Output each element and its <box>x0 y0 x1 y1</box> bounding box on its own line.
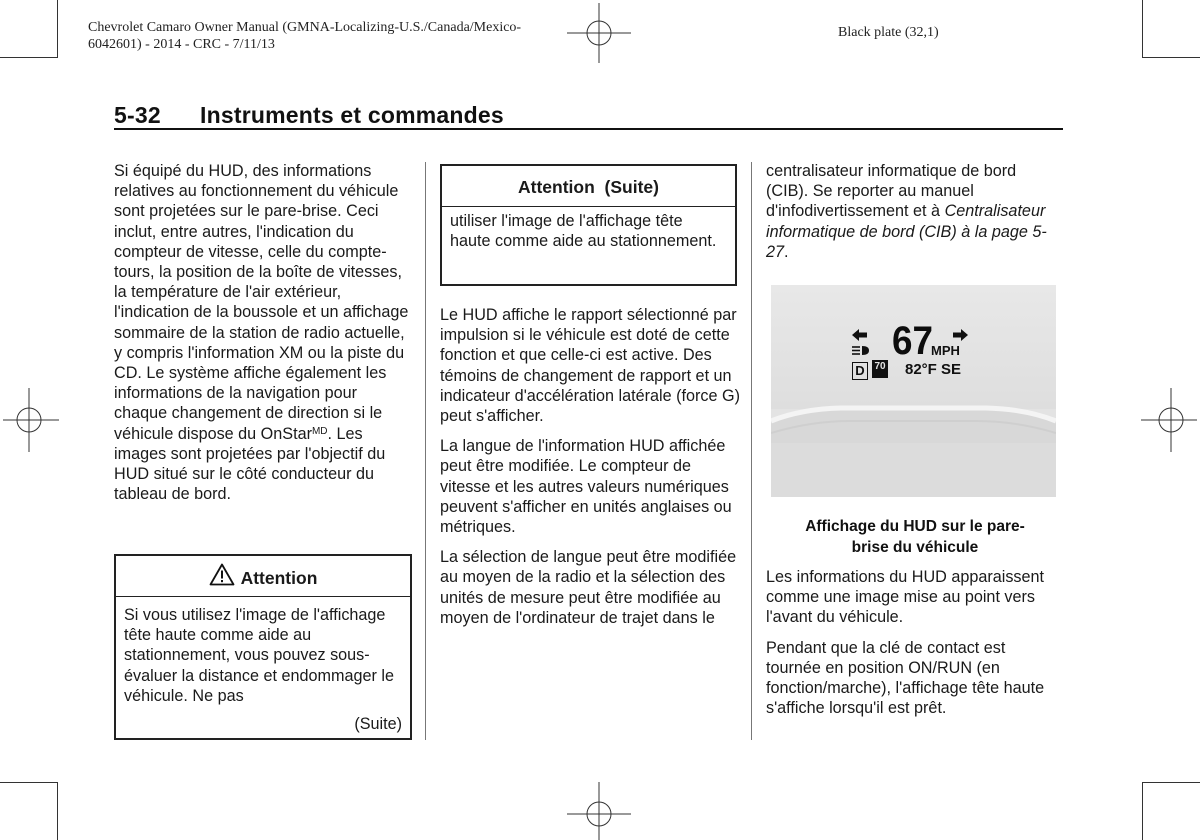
column-2 <box>440 305 740 638</box>
warning-title: Attention <box>240 568 318 588</box>
plate-label: Black plate (32,1) <box>838 25 939 40</box>
continued-label: (Suite) <box>354 714 402 733</box>
figure-caption: Affichage du HUD sur le pare-brise du véhicule <box>805 518 1025 556</box>
registration-mark-bottom <box>567 782 631 840</box>
column-1 <box>114 161 414 514</box>
hud-gear: D <box>852 362 868 380</box>
crop-mark-bottom-left-v <box>57 782 58 840</box>
registration-mark-right <box>1141 388 1197 452</box>
title-rule <box>114 128 1063 130</box>
page-number: 5-32 <box>114 102 161 128</box>
paragraph-shift: Le HUD affiche le rapport sélectionné par impulsion si le véhicule est doté de cette fonction et que celle-ci est active. Des témoins de changement de rapport et un indicateur d'accélération latérale (force G) peut s'afficher. <box>440 306 741 426</box>
hud-speed: 67 <box>892 319 933 363</box>
column-3-intro <box>766 161 1062 272</box>
hud-speed-unit: MPH <box>931 343 960 358</box>
turn-right-arrow-icon <box>953 329 968 341</box>
print-header-line-1: Chevrolet Camaro Owner Manual (GMNA-Localizing-U.S./Canada/Mexico- <box>88 20 522 35</box>
warning-continued-box <box>440 164 737 286</box>
hud-shift-indicator: 70 <box>872 360 888 378</box>
print-header-line-2: 6042601) - 2014 - CRC - 7/11/13 <box>88 37 275 52</box>
paragraph-hud-image: Les informations du HUD apparaissent comme une image mise au point vers l'avant du véhicule. <box>766 568 1045 627</box>
crop-mark-top-right-v <box>1142 0 1143 58</box>
hud-illustration <box>771 285 1056 497</box>
dashboard-edge <box>771 403 1056 497</box>
crop-mark-bottom-right-v <box>1142 782 1143 840</box>
registration-mark-top <box>567 3 631 63</box>
paragraph-cib-reference: centralisateur informatique de bord (CIB). Se reporter au manuel d'infodivertissement et à Centralisateur informatique de bord (CIB) à la page 5-27. <box>766 162 1047 261</box>
column-divider-1 <box>425 162 426 740</box>
paragraph-selection: La sélection de langue peut être modifiée au moyen de la radio et la sélection des unités de mesure peut être modifiée au moyen de l'ordinateur de trajet dans le <box>440 548 737 627</box>
crop-mark-top-right-h <box>1142 57 1200 58</box>
column-3 <box>766 567 1062 728</box>
warning-triangle-icon <box>209 563 235 586</box>
crop-mark-bottom-left-h <box>0 782 58 783</box>
paragraph-language: La langue de l'information HUD affichée peut être modifiée. Le compteur de vitesse et les autres valeurs numériques peuvent s'afficher en unités anglaises ou métriques. <box>440 437 732 537</box>
paragraph-hud-ready: Pendant que la clé de contact est tournée en position ON/RUN (en fonction/marche), l'affichage tête haute s'affiche lorsqu'il est prêt. <box>766 638 1045 718</box>
section-title: Instruments et commandes <box>200 102 504 128</box>
warning-box <box>114 554 412 740</box>
registration-mark-left <box>3 388 59 452</box>
trademark-sup: MD <box>311 425 328 437</box>
turn-left-arrow-icon <box>852 329 867 341</box>
hud-intro-paragraph: Si équipé du HUD, des informations relatives au fonctionnement du véhicule sont projetées sur le pare-brise. Ceci inclut, entre autres, l'indication du compteur de vitesse, celle du compte-tours, la position de la boîte de vitesses, la température de l'air extérieur, l'indication de la boussole et un affichage sommaire de la station de radio actuelle, y compris l'information XM ou la piste du CD. Le système affiche également les informations de la navigation pour chaque changement de direction si le véhicule dispose du OnStar$^{MD}$. Les images sont projetées par l'objectif du HUD situé sur le côté conducteur du tableau de bord. <box>114 162 409 504</box>
headlight-icon <box>852 345 869 356</box>
column-divider-2 <box>751 162 752 740</box>
crop-mark-top-left-h <box>0 57 58 58</box>
warning-continued-text: utiliser l'image de l'affichage tête haute comme aide au stationnement. <box>450 212 717 251</box>
cross-reference: Centralisateur informatique de bord (CIB) à la page 5-27 <box>766 202 1047 261</box>
warning-text: Si vous utilisez l'image de l'affichage tête haute comme aide au stationnement, vous pouvez sous-évaluer la distance et endommager le véhicule. Ne pas <box>124 606 394 705</box>
hud-temp-compass: 82°F SE <box>905 361 962 378</box>
warning-header <box>116 556 410 597</box>
crop-mark-top-left-v <box>57 0 58 58</box>
warning-continued-header: Attention (Suite) <box>442 166 735 207</box>
crop-mark-bottom-right-h <box>1142 782 1200 783</box>
